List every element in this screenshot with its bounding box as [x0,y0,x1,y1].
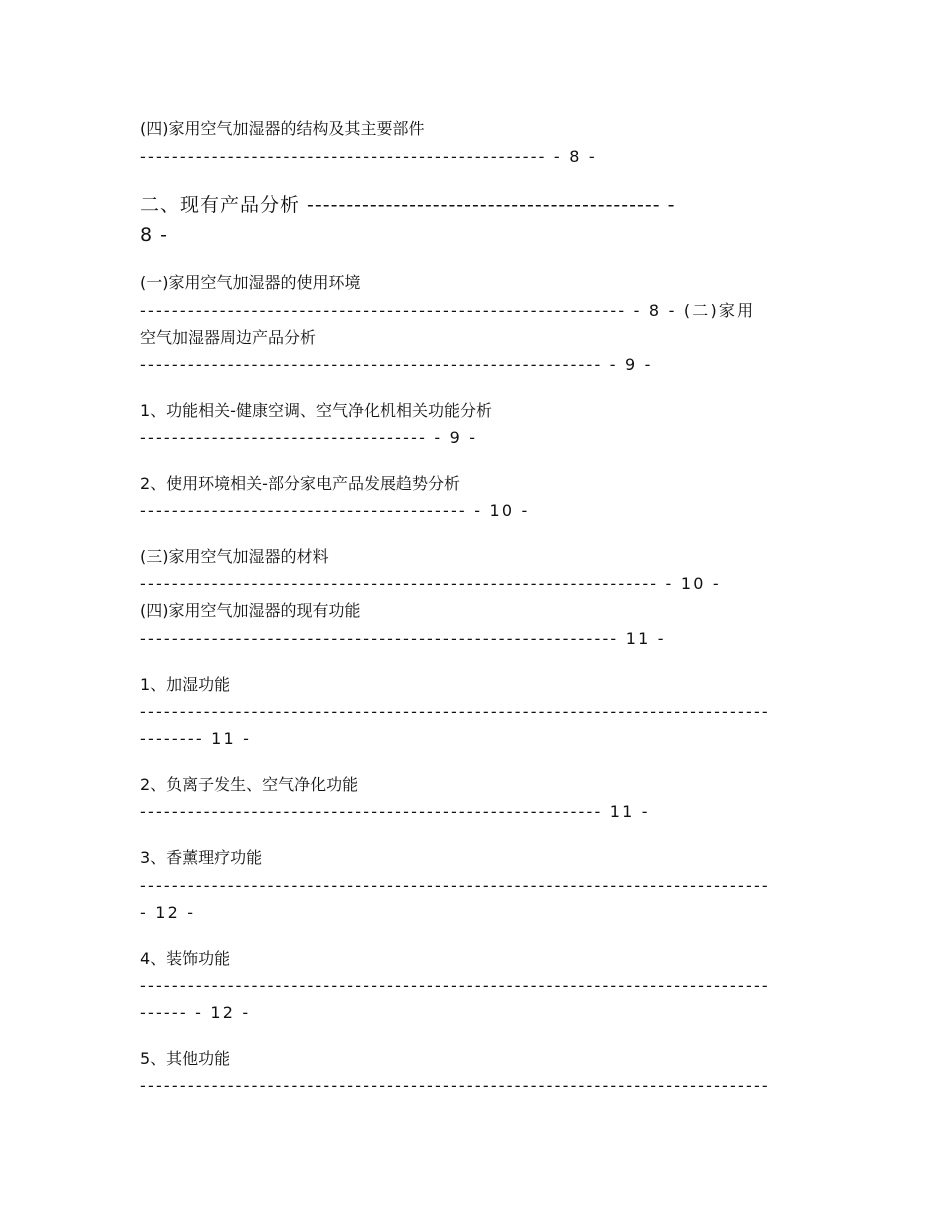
toc-leader: ---------------------------------------------------------- 11 - [140,802,650,821]
toc-leader: ---------------------------------------------------------- - 9 - [140,355,653,374]
toc-leader: ------------------------------------ - 9 - [140,428,478,447]
toc-leader: ------------------------------------------------------------------------------- [140,876,770,895]
toc-entry-ion-title: 2、负离子发生、空气净化功能 [140,775,359,794]
toc-entry-structure-title: (四)家用空气加湿器的结构及其主要部件 [140,119,425,138]
toc-leader: ----------------------------------------- - 10 - [140,501,530,520]
toc-leader: ----------------------------------------------------------------- - 10 - [140,574,721,593]
toc-entry-decor-title: 4、装饰功能 [140,949,231,968]
toc-leader: ------ - 12 - [140,1003,251,1022]
toc-entry-function-related-title: 1、功能相关-健康空调、空气净化机相关功能分析 [140,401,492,420]
toc-leader: - 12 - [140,903,196,922]
toc-leader: --------------------------------------------------- - 8 - [140,147,597,166]
toc-page-number: 8 - [140,224,168,246]
toc-leader: ------------------------------------------------------------------------------- [140,976,770,995]
toc-entry-humidify-title: 1、加湿功能 [140,675,231,694]
toc-section-heading: 二、现有产品分析 --------------------------------------------- - [140,194,676,216]
toc-leader: ------------------------------------------------------------- - 8 - (二)家用 [140,301,756,320]
toc-entry-peripheral-title: 空气加湿器周边产品分析 [140,328,317,347]
toc-entry-functions-title: (四)家用空气加湿器的现有功能 [140,601,361,620]
toc-leader: -------- 11 - [140,729,252,748]
toc-entry-materials-title: (三)家用空气加湿器的材料 [140,547,329,566]
toc-leader: ------------------------------------------------------------------------------- [140,702,770,721]
toc-entry-environment-title: (一)家用空气加湿器的使用环境 [140,273,361,292]
toc-leader: ------------------------------------------------------------------------------- [140,1076,770,1095]
toc-leader: ------------------------------------------------------------ 11 - [140,629,666,648]
toc-entry-env-related-title: 2、使用环境相关-部分家电产品发展趋势分析 [140,474,460,493]
toc-entry-aroma-title: 3、香薰理疗功能 [140,848,263,867]
toc-entry-other-title: 5、其他功能 [140,1049,231,1068]
